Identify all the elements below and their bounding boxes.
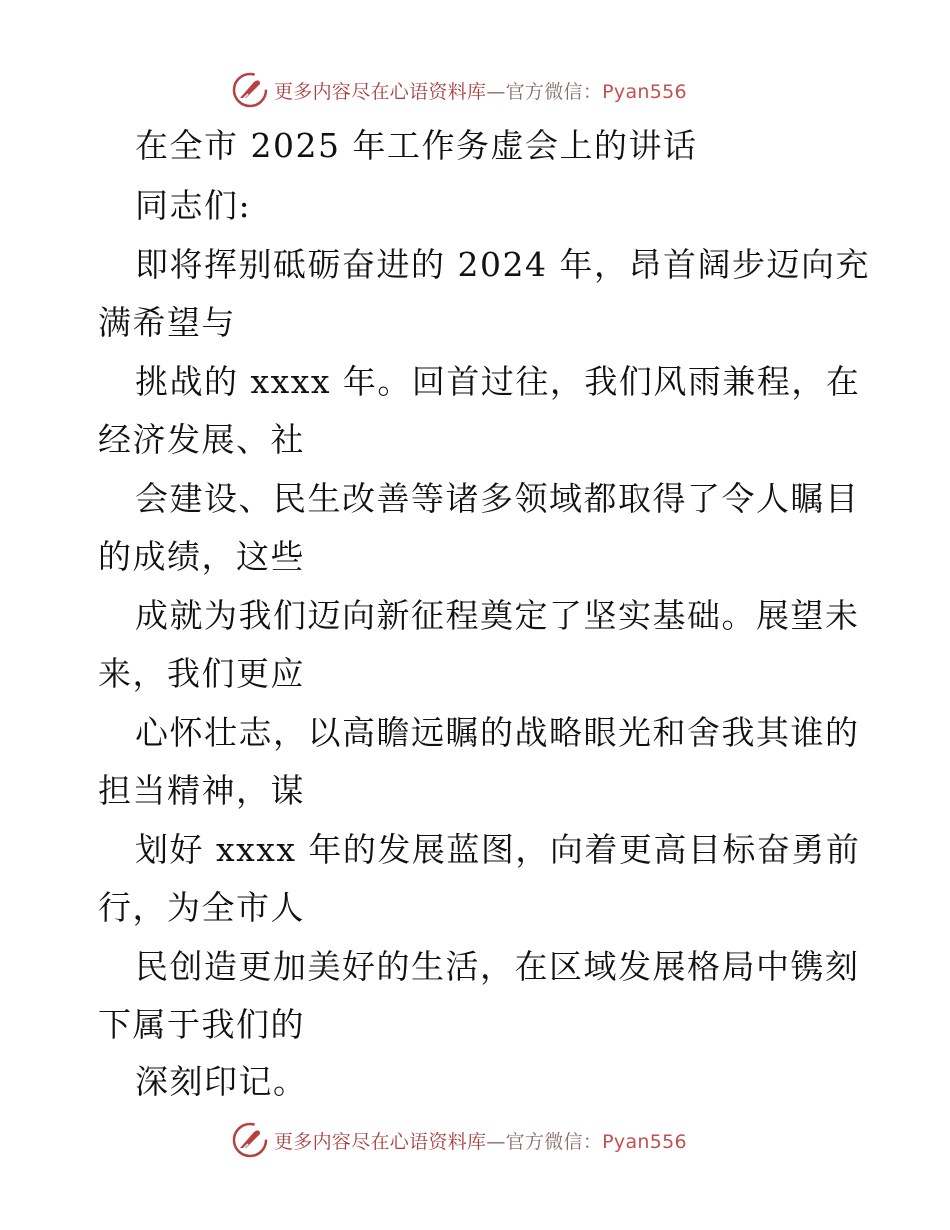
text-line: 的成绩，这些 <box>98 537 305 576</box>
text-line: 心怀壮志，以高瞻远瞩的战略眼光和舍我其谁的 <box>135 713 860 752</box>
text-line: 担当精神，谋 <box>98 771 305 810</box>
text-line: 来，我们更应 <box>98 654 305 693</box>
text-line: 会建设、民生改善等诸多领域都取得了令人瞩目 <box>135 479 860 518</box>
text-line: 深刻印记。 <box>135 1062 308 1101</box>
text-line: 划好 xxxx 年的发展蓝图，向着更高目标奋勇前 <box>135 830 861 869</box>
footer-watermark-banner <box>232 1120 732 1160</box>
text-line: 挑战的 xxxx 年。回首过往，我们风雨兼程，在 <box>135 362 861 401</box>
salutation: 同志们: <box>135 186 252 225</box>
text-line: 下属于我们的 <box>98 1005 305 1044</box>
feather-pen-logo-icon <box>232 1122 268 1158</box>
text-line: 民创造更加美好的生活，在区域发展格局中镌刻 <box>135 947 860 986</box>
text-line: 经济发展、社 <box>98 420 305 459</box>
text-line: 满希望与 <box>98 303 236 342</box>
text-line: 行，为全市人 <box>98 888 305 927</box>
watermark-text: 更多内容尽在心语资料库—官方微信：Pyan556 <box>274 1130 687 1153</box>
watermark-text: 更多内容尽在心语资料库—官方微信：Pyan556 <box>274 80 687 103</box>
text-line: 成就为我们迈向新征程奠定了坚实基础。展望未 <box>135 596 860 635</box>
document-title: 在全市 2025 年工作务虚会上的讲话 <box>135 126 698 165</box>
text-line: 即将挥别砥砺奋进的 2024 年，昂首阔步迈向充 <box>135 245 870 284</box>
